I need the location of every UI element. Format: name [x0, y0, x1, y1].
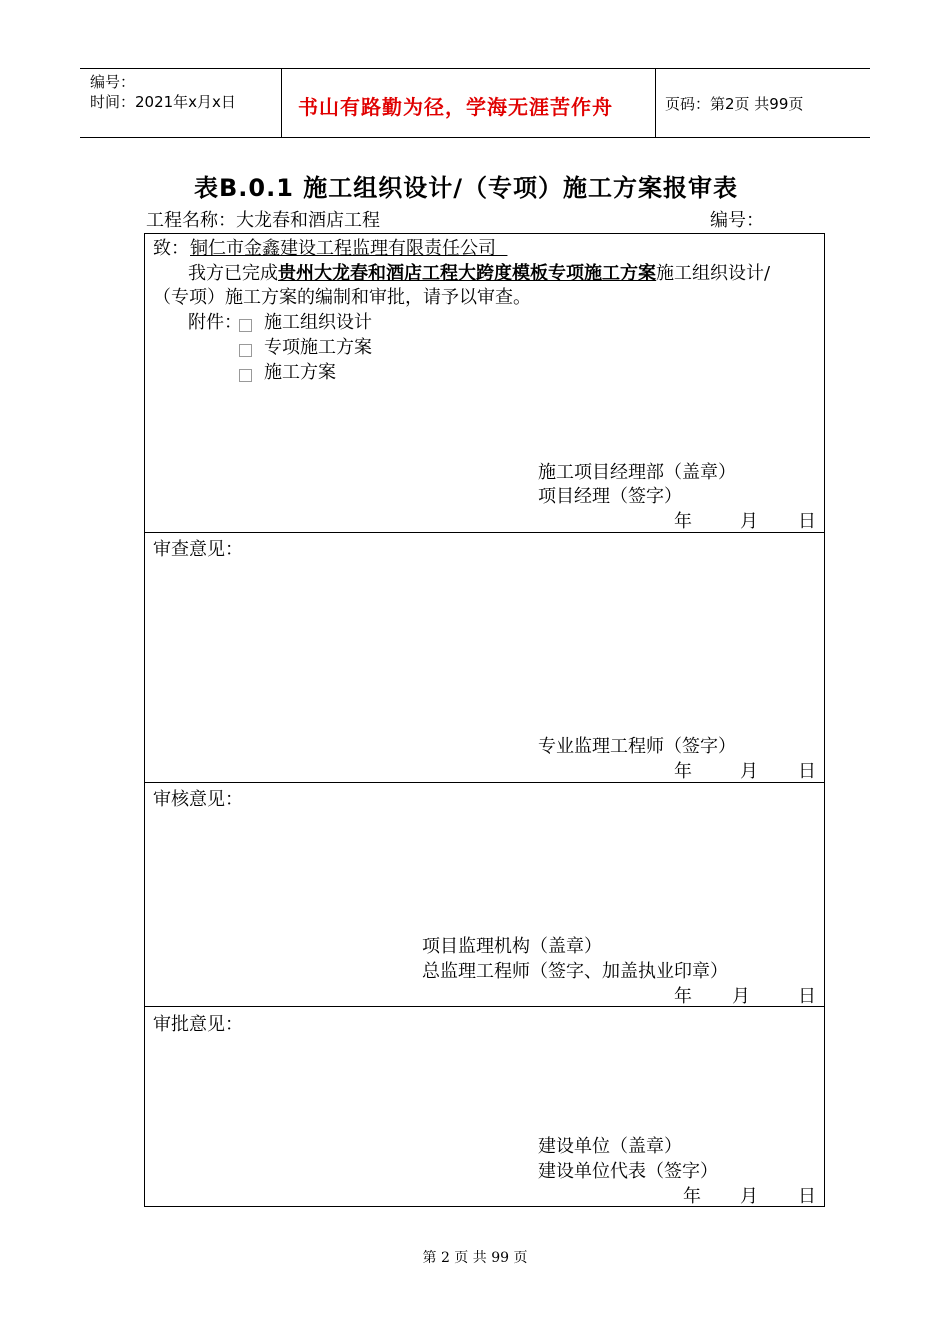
- header-motto: 书山有路勤为径，学海无涯苦作舟: [298, 95, 613, 119]
- attachment-checkbox-2[interactable]: [239, 344, 252, 357]
- date-day: 日: [798, 1186, 816, 1207]
- date-month: 月: [740, 1186, 758, 1207]
- section-divider: [145, 1006, 824, 1007]
- supervision-org-seal-label: 项目监理机构（盖章）: [422, 936, 602, 957]
- date-month: 月: [740, 761, 758, 782]
- statement-highlight: 贵州大龙春和酒店工程大跨度模板专项施工方案: [278, 263, 656, 284]
- attachment-checkbox-1[interactable]: [239, 319, 252, 332]
- date-day: 日: [798, 986, 816, 1007]
- page-title: 表B.0.1 施工组织设计/（专项）施工方案报审表: [194, 174, 739, 202]
- statement-line-2: （专项）施工方案的编制和审批，请予以审查。: [153, 287, 531, 308]
- project-number-label: 编号：: [710, 210, 764, 231]
- contractor-seal-label: 施工项目经理部（盖章）: [538, 462, 736, 483]
- date-year: 年: [683, 1186, 701, 1207]
- date-month: 月: [740, 511, 758, 532]
- audit-opinion-label: 审核意见：: [153, 789, 243, 810]
- attachment-option-3: 施工方案: [264, 362, 336, 383]
- date-month: 月: [732, 986, 750, 1007]
- approval-opinion-label: 审批意见：: [153, 1014, 243, 1035]
- header-number-label: 编号：: [90, 73, 136, 91]
- header-divider: [281, 69, 282, 137]
- statement-prefix: 我方已完成: [188, 263, 278, 284]
- header-divider: [655, 69, 656, 137]
- supervising-engineer-sign-label: 专业监理工程师（签字）: [538, 736, 736, 757]
- header-time-label: 时间：2021年x月x日: [90, 93, 236, 111]
- header-page-info: 页码：第2页 共99页: [665, 95, 804, 113]
- recipient-name: 铜仁市金鑫建设工程监理有限责任公司: [190, 238, 496, 259]
- date-year: 年: [674, 986, 692, 1007]
- date-day: 日: [798, 761, 816, 782]
- submission-statement: [188, 262, 770, 286]
- review-opinion-label: 审查意见：: [153, 539, 243, 560]
- client-seal-label: 建设单位（盖章）: [538, 1136, 682, 1157]
- project-name: 工程名称：大龙春和酒店工程: [146, 210, 380, 231]
- chief-engineer-sign-label: 总监理工程师（签字、加盖执业印章）: [422, 961, 728, 982]
- attachment-checkbox-3[interactable]: [239, 369, 252, 382]
- date-day: 日: [798, 511, 816, 532]
- client-representative-sign-label: 建设单位代表（签字）: [538, 1161, 718, 1182]
- date-year: 年: [674, 761, 692, 782]
- attachment-option-1: 施工组织设计: [264, 312, 372, 333]
- project-manager-sign-label: 项目经理（签字）: [538, 486, 682, 507]
- attachment-label: 附件：: [188, 312, 242, 333]
- statement-suffix: 施工组织设计/: [656, 263, 771, 284]
- date-year: 年: [674, 511, 692, 532]
- to-label: 致：: [153, 238, 189, 259]
- attachment-option-2: 专项施工方案: [264, 337, 372, 358]
- page-footer: 第 2 页 共 99 页: [422, 1250, 528, 1266]
- section-divider: [145, 782, 824, 783]
- section-divider: [145, 532, 824, 533]
